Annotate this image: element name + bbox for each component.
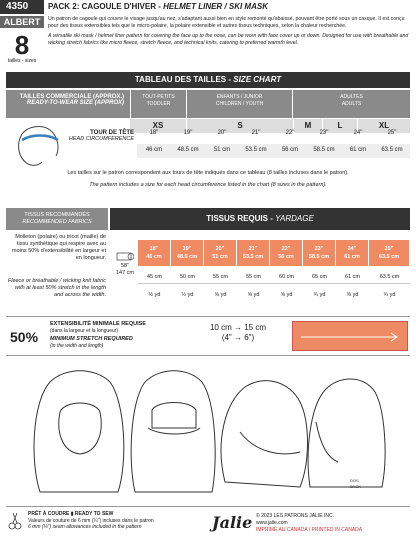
size-xs: XS <box>130 119 186 133</box>
inch-cell: 20" <box>217 130 227 136</box>
group-children: ENFANTS / JUNIOR CHILDREN / YOUTH <box>186 90 292 118</box>
yardage-size-cell: 25" 63.5 cm <box>369 240 409 266</box>
back-label: BACK <box>350 484 361 489</box>
fabric-width-label: 58" 147 cm <box>115 263 135 276</box>
stretch-sub-fr: (dans la largeur et la longueur) <box>50 328 119 334</box>
stretch-label-en: MINIMUM STRETCH REQUIRED <box>50 336 133 342</box>
mask-side-folded-drawing <box>221 381 307 487</box>
yardage-yd-cell: ¾ yd <box>383 292 396 298</box>
yardage-cm-row <box>138 270 410 284</box>
size-m: M <box>294 119 322 133</box>
cm-cell: 61 cm <box>349 147 367 153</box>
cm-row <box>137 144 410 158</box>
stretch-gauge-bar <box>292 321 408 351</box>
size-xl: XL <box>358 119 410 133</box>
yardage-yd-cell: ⅝ yd <box>280 292 293 298</box>
yardage-size-cell: 18" 46 cm <box>138 240 170 266</box>
pattern-note-fr: Les tailles sur le patron correspondent aux tours de tête indiqués dans ce tableau (8 tailles incluses dans le patron). <box>67 170 349 176</box>
scissors-icon <box>8 511 22 531</box>
inch-cell: 22" <box>285 130 295 136</box>
stretch-percent: 50% <box>10 329 39 345</box>
sizes-count: 8 <box>14 30 30 60</box>
jalie-logo: Jalie <box>212 513 253 532</box>
yardage-cm-cell: 63.5 cm <box>379 274 400 280</box>
inch-cell: 23" <box>319 130 329 136</box>
yardage-cm-cell: 50 cm <box>180 274 195 280</box>
stretch-values: 10 cm → 15 cm (4" → 6") <box>209 323 266 342</box>
yardage-size-cell: 19" 48.5 cm <box>171 240 203 266</box>
cm-cell: 63.5 cm <box>381 147 403 153</box>
yardage-size-cell: 24" 61 cm <box>336 240 368 266</box>
yardage-yd-cell: ¾ yd <box>313 292 326 298</box>
stretch-label-fr: EXTENSIBILITÉ MINIMALE REQUISE <box>50 321 146 327</box>
yardage-cm-cell: 61 cm <box>345 274 360 280</box>
yardage-size-cell: 22" 56 cm <box>270 240 302 266</box>
yardage-cm-cell: 45 cm <box>147 274 162 280</box>
size-chart-band: TABLEAU DES TAILLES - SIZE CHART <box>6 72 410 88</box>
yardage-cm-cell: 60 cm <box>279 274 294 280</box>
yardage-yd-cell: ⅝ yd <box>346 292 359 298</box>
rtw-size-header: TAILLES COMMERCIALE (APPROX.) READY-TO-WEAR SIZE (APPROX) <box>6 90 130 118</box>
footer <box>6 506 410 542</box>
pattern-code: 4350 <box>0 0 44 14</box>
mask-front-closed-drawing <box>131 371 215 492</box>
fabrics-text-fr: Molleton (polaire) ou tricot (maille) de tissu synthétique qui respire avec au moins 50% d'extensibilité en largeur et en longueur. <box>12 234 106 261</box>
cm-cell: 56 cm <box>281 147 299 153</box>
size-s: S <box>187 119 293 133</box>
stretch-section <box>6 316 410 356</box>
mask-front-open-drawing <box>34 371 124 492</box>
pattern-id-block <box>0 0 44 64</box>
sizes-label: tailles - sizes <box>7 58 37 64</box>
dos-label: DOS <box>350 478 359 483</box>
inch-cell: 19" <box>183 130 193 136</box>
size-l: L <box>323 119 357 133</box>
inch-cell: 24" <box>353 130 363 136</box>
garment-illustrations <box>20 362 400 502</box>
yardage-yd-row <box>138 288 410 302</box>
inch-cell: 21" <box>251 130 261 136</box>
fabric-roll-icon <box>116 252 134 262</box>
fabrics-text-en: Fleece or breathable / wicking knit fabric with at least 50% stretch in the length and across the width. <box>7 278 106 298</box>
yardage-yd-cell: ⅝ yd <box>214 292 227 298</box>
group-toddler: TOUT-PETITS TODDLER <box>130 90 186 118</box>
yardage-yd-cell: ⅝ yd <box>247 292 260 298</box>
recommended-fabrics-band: TISSUS RECOMMANDÉS RECOMMENDED FABRICS <box>6 208 108 230</box>
cm-cell: 51 cm <box>213 147 231 153</box>
yardage-cm-cell: 55 cm <box>246 274 261 280</box>
mask-side-drawing <box>308 379 385 487</box>
yardage-cm-cell: 55 cm <box>213 274 228 280</box>
description-fr: Un patron de cagoule qui couvre le visage jusqu'au nez, s'adaptant aussi bien en style remonté qu'abaissé, pouvant être porté sous un casque. Il est conçu pour des tissus extensibles tels que le micro-polaire, la polaire extensible et autres tissus techniques, selon la chaleur recherchée. <box>48 16 405 29</box>
description-en: A versatile ski mask / helmet liner pattern for covering the face up to the nose, can be worn with face cover up or down. Designed for use with breathable and wicking stretch fabrics like micro fleece, stretch fleece, and technical knits, catering to preferred warmth level. <box>48 33 409 46</box>
inch-cell: 18" <box>149 130 159 136</box>
stretch-sub-en: (in the width and length) <box>50 343 104 349</box>
arrow-right-icon <box>293 322 409 352</box>
yardage-yd-cell: ½ yd <box>148 292 161 298</box>
cm-cell: 48.5 cm <box>177 147 199 153</box>
header-text <box>48 0 410 47</box>
yardage-cm-cell: 65 cm <box>312 274 327 280</box>
yardage-size-cell: 20" 51 cm <box>204 240 236 266</box>
cm-cell: 46 cm <box>145 147 163 153</box>
pattern-note-en: The pattern includes a size for each head circumference listed in the chart (8 sizes in the pattern). <box>89 182 327 188</box>
pack-title: PACK 2: CAGOULE D'HIVER - HELMET LINER / SKI MASK <box>48 2 268 11</box>
copyright: © 2023 LES PATRONS JALIE INC. www.jalie.com IMPRIMÉ AU CANADA / PRINTED IN CANADA <box>256 513 363 533</box>
cm-cell: 58.5 cm <box>313 147 335 153</box>
inch-row <box>137 126 410 144</box>
yardage-size-cell: 23" 58.5 cm <box>303 240 335 266</box>
cm-cell: 53.5 cm <box>245 147 267 153</box>
pattern-name: ALBERT <box>0 16 44 28</box>
seam-allowance-text: PRÊT À COUDRE ▮ READY TO SEW Valeurs de couture de 6 mm (¼") incluses dans le patron 6 mm (¼") seam allowances included in the pattern <box>28 511 154 530</box>
inch-cell: 25" <box>387 130 397 136</box>
yardage-yd-cell: ½ yd <box>181 292 194 298</box>
head-circumference-label: TOUR DE TÊTE HEAD CIRCUMFERENCE <box>68 130 134 142</box>
yardage-band: TISSUS REQUIS - YARDAGE <box>110 208 410 230</box>
head-measure-illustration <box>8 122 66 168</box>
group-adults: ADULTES ADULTS <box>292 90 410 118</box>
yardage-size-cell: 21" 53.5 cm <box>237 240 269 266</box>
